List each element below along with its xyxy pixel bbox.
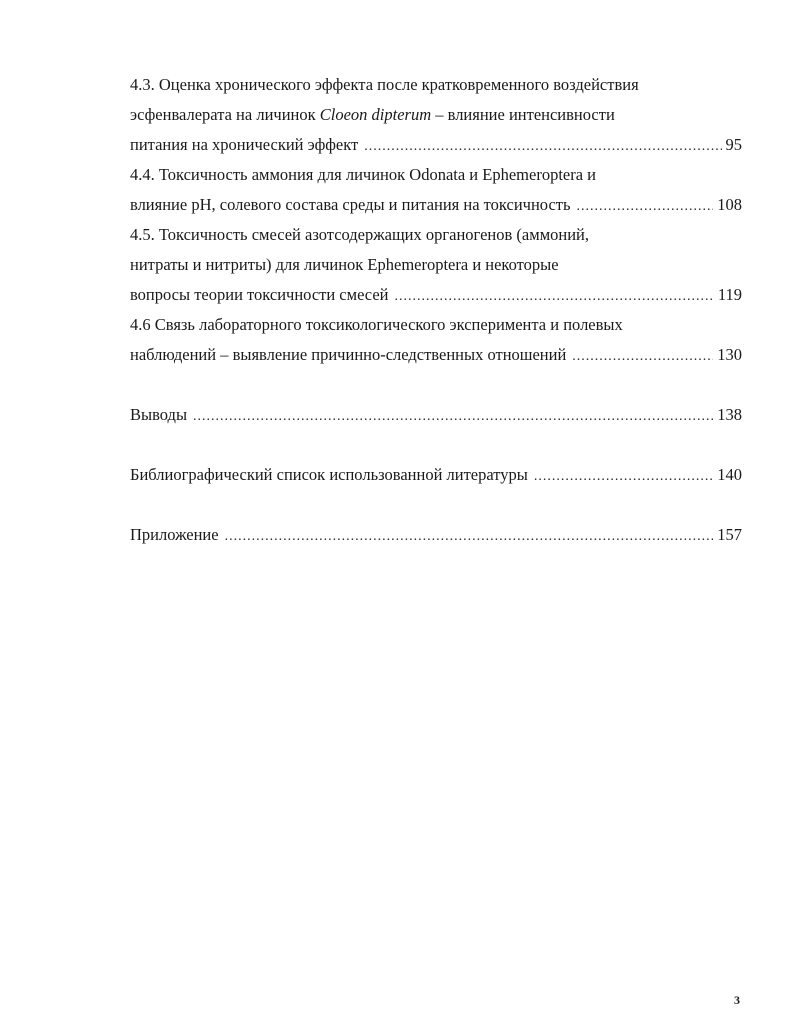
table-of-contents — [130, 70, 742, 550]
toc-line: Приложение — [130, 525, 219, 544]
toc-line: 4.5. Токсичность смесей азотсодержащих органогенов (аммоний, — [130, 225, 589, 244]
toc-entry-4-3 — [130, 70, 742, 160]
toc-last-line — [130, 340, 742, 370]
toc-last-line — [130, 190, 742, 220]
toc-entry-4-4 — [130, 160, 742, 220]
page-number: 3 — [734, 993, 740, 1007]
toc-last-line — [130, 280, 742, 310]
spacer — [130, 430, 742, 460]
species-name: Cloeon dipterum — [319, 105, 432, 124]
toc-last-line — [130, 130, 742, 160]
toc-line: 4.6 Связь лабораторного токсикологического эксперимента и полевых — [130, 315, 623, 334]
toc-last-line — [130, 520, 742, 550]
spacer — [130, 370, 742, 400]
toc-page-number: 108 — [717, 195, 742, 214]
toc-line: вопросы теории токсичности смесей — [130, 285, 389, 304]
dot-leader — [572, 342, 713, 372]
toc-line — [130, 100, 742, 130]
toc-line: 4.3. Оценка хронического эффекта после кратковременного воздействия — [130, 75, 639, 94]
toc-entry-4-6 — [130, 310, 742, 370]
dot-leader — [394, 282, 713, 312]
dot-leader — [193, 402, 713, 432]
dot-leader — [577, 192, 714, 222]
toc-last-line — [130, 460, 742, 490]
toc-line: Выводы — [130, 405, 188, 424]
toc-page-number: 130 — [717, 345, 742, 364]
toc-line-part: – влияние интенсивности — [435, 105, 615, 124]
toc-line-part: эсфенвалерата на личинок — [130, 105, 316, 124]
dot-leader — [225, 522, 714, 552]
spacer — [130, 490, 742, 520]
toc-page-number: 140 — [717, 465, 742, 484]
dot-leader — [534, 462, 713, 492]
toc-line: 4.4. Токсичность аммония для личинок Odonata и Ephemeroptera и — [130, 165, 596, 184]
toc-page-number: 95 — [725, 135, 742, 154]
toc-page-number: 119 — [717, 285, 742, 304]
dot-leader — [364, 132, 721, 162]
toc-line: нитраты и нитриты) для личинок Ephemeroptera и некоторые — [130, 255, 559, 274]
toc-entry-4-5 — [130, 220, 742, 310]
toc-line: наблюдений – выявление причинно-следственных отношений — [130, 345, 567, 364]
toc-line: влияние pH, солевого состава среды и питания на токсичность — [130, 195, 571, 214]
toc-page-number: 138 — [717, 405, 742, 424]
toc-entry-bibliography — [130, 460, 742, 490]
toc-entry-appendix — [130, 520, 742, 550]
toc-page-number: 157 — [717, 525, 742, 544]
toc-line: Библиографический список использованной литературы — [130, 465, 528, 484]
toc-entry-conclusions — [130, 400, 742, 430]
toc-last-line — [130, 400, 742, 430]
toc-line: питания на хронический эффект — [130, 135, 359, 154]
